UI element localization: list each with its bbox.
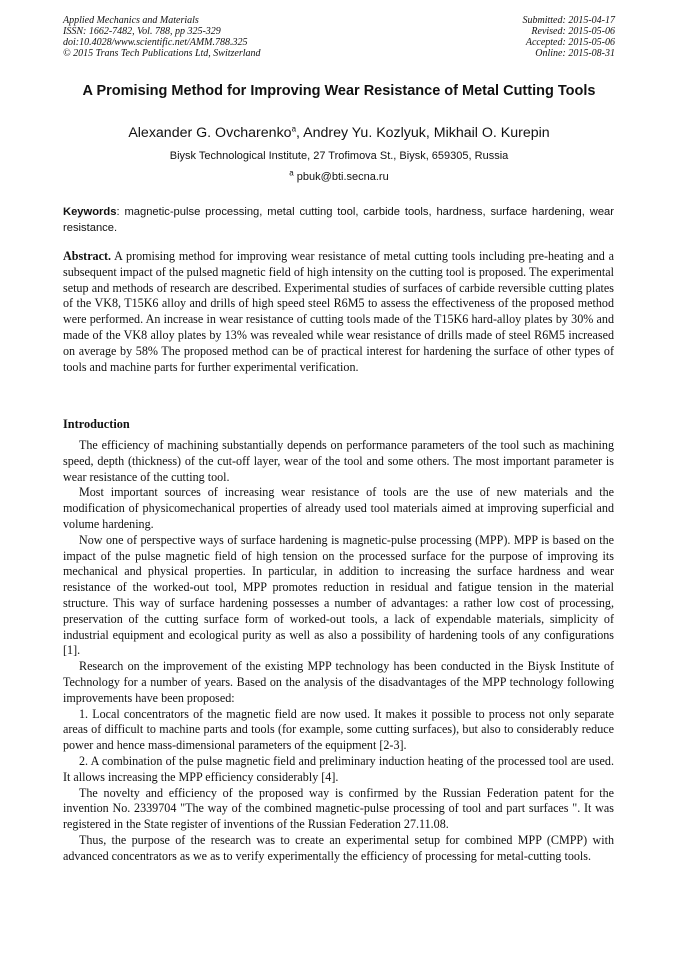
abstract-text: A promising method for improving wear resistance of metal cutting tools including pre-heating and a subsequent impact of the pulsed magnetic field of high intensity on the cutting tool is proposed. The experimental setup and methods of research are described. Experimental studies of surfaces of carbide reversible cutting plates of the VK8, T15K6 alloy and drills of high speed steel R6M5 to assess the effectiveness of the proposed method were performed. An increase in wear resistance of cutting tools made of the T15K6 hard-alloy plates by 30% and made of the VK8 alloy plates by 13% was revealed while wear resistance of drills made of steel R6M5 increased on average by 58% The proposed method can be of practical interest for hardening the surface of other types of tools and machine parts for further experimental verification. xyxy=(63,249,614,374)
intro-paragraph-8: Thus, the purpose of the research was to create an experimental setup for combined MPP (CMPP) with advanced concentrators as we as to verify experimentally the efficiency of processing for metal-cutting tools. xyxy=(63,832,614,863)
author-affiliation-mark: a xyxy=(291,124,297,134)
journal-info xyxy=(63,15,261,59)
abstract-label: Abstract. xyxy=(63,249,112,263)
keywords xyxy=(63,205,614,236)
accepted-date: Accepted: 2015-05-06 xyxy=(525,37,615,48)
submission-dates xyxy=(523,15,616,59)
contact-email xyxy=(63,170,615,184)
intro-paragraph-2: Most important sources of increasing wear resistance of tools are the use of new materials and the modification of physicomechanical properties of already used tool materials aimed at improving superficial and volume hardening. xyxy=(63,485,614,531)
author-list xyxy=(63,124,615,142)
journal-name: Applied Mechanics and Materials xyxy=(63,15,199,26)
intro-paragraph-7: The novelty and efficiency of the proposed way is confirmed by the Russian Federation patent for the invention No. 2339704 "The way of the combined magnetic-pulse processing of tool and part surfaces ". It was registered in the State register of inventions of the Russian Federation 27.11.08. xyxy=(63,785,614,832)
section-heading-introduction: Introduction xyxy=(63,417,130,431)
online-date: Online: 2015-08-31 xyxy=(535,48,615,59)
email-affiliation-mark: a xyxy=(289,168,294,178)
submitted-date: Submitted: 2015-04-17 xyxy=(522,15,615,26)
affiliation: Biysk Technological Institute, 27 Trofimova St., Biysk, 659305, Russia xyxy=(169,150,509,162)
doi-line: doi:10.4028/www.scientific.net/AMM.788.325 xyxy=(63,37,248,48)
introduction-body xyxy=(63,438,614,865)
intro-paragraph-3: Now one of perspective ways of surface hardening is magnetic-pulse processing (MPP). MPP is based on the impact of the pulse magnetic field of high tension on the processed surface for the purpose of improving its mechanical and physical properties. In particular, in addition to increasing the surface hardness and wear resistance of the worked-out tool, MPP promotes reduction in residual and fatigue tension in the material structure. This way of surface hardening possesses a number of advantages: a rather low cost of processing, preservation of the cutting surface form of worked-out tools, a lack of expendable materials, simplicity of industrial equipment and ecological purity as well as also a possibility of hardening tools of any configurations [1]. xyxy=(63,532,614,658)
intro-paragraph-6: 2. A combination of the pulse magnetic field and preliminary induction heating of the processed tool are used. It allows increasing the MPP efficiency considerably [4]. xyxy=(63,753,614,784)
author-first: Alexander G. Ovcharenko xyxy=(128,125,292,141)
intro-paragraph-1: The efficiency of machining substantially depends on performance parameters of the tool such as machining speed, depth (thickness) of the cut-off layer, wear of the tool and some others. The most important parameter is wear resistance of the cutting tool. xyxy=(63,438,614,484)
revised-date: Revised: 2015-05-06 xyxy=(531,26,615,37)
issn-line: ISSN: 1662-7482, Vol. 788, pp 325-329 xyxy=(63,26,221,37)
intro-paragraph-4: Research on the improvement of the existing MPP technology has been conducted in the Biysk Institute of Technology for a number of years. Based on the analysis of the disadvantages of the MPP technology following improvements have been proposed: xyxy=(63,659,614,705)
keywords-label: Keywords xyxy=(63,206,117,218)
copyright-line: © 2015 Trans Tech Publications Ltd, Switzerland xyxy=(63,48,261,59)
abstract xyxy=(63,249,614,375)
paper-title: A Promising Method for Improving Wear Resistance of Metal Cutting Tools xyxy=(82,83,596,99)
intro-paragraph-5: 1. Local concentrators of the magnetic field are now used. It makes it possible to process not only separate areas of difficult to machine parts and tools (for example, some cutting surfaces), but also to considerably reduce power and hence mass-dimensional parameters of the equipment [2-3]. xyxy=(63,706,614,753)
author-rest: , Andrey Yu. Kozlyuk, Mikhail O. Kurepin xyxy=(296,125,550,141)
keywords-text: : magnetic-pulse processing, metal cutting tool, carbide tools, hardness, surface hardening, wear resistance. xyxy=(63,206,614,234)
email-address: pbuk@bti.secna.ru xyxy=(293,171,389,183)
